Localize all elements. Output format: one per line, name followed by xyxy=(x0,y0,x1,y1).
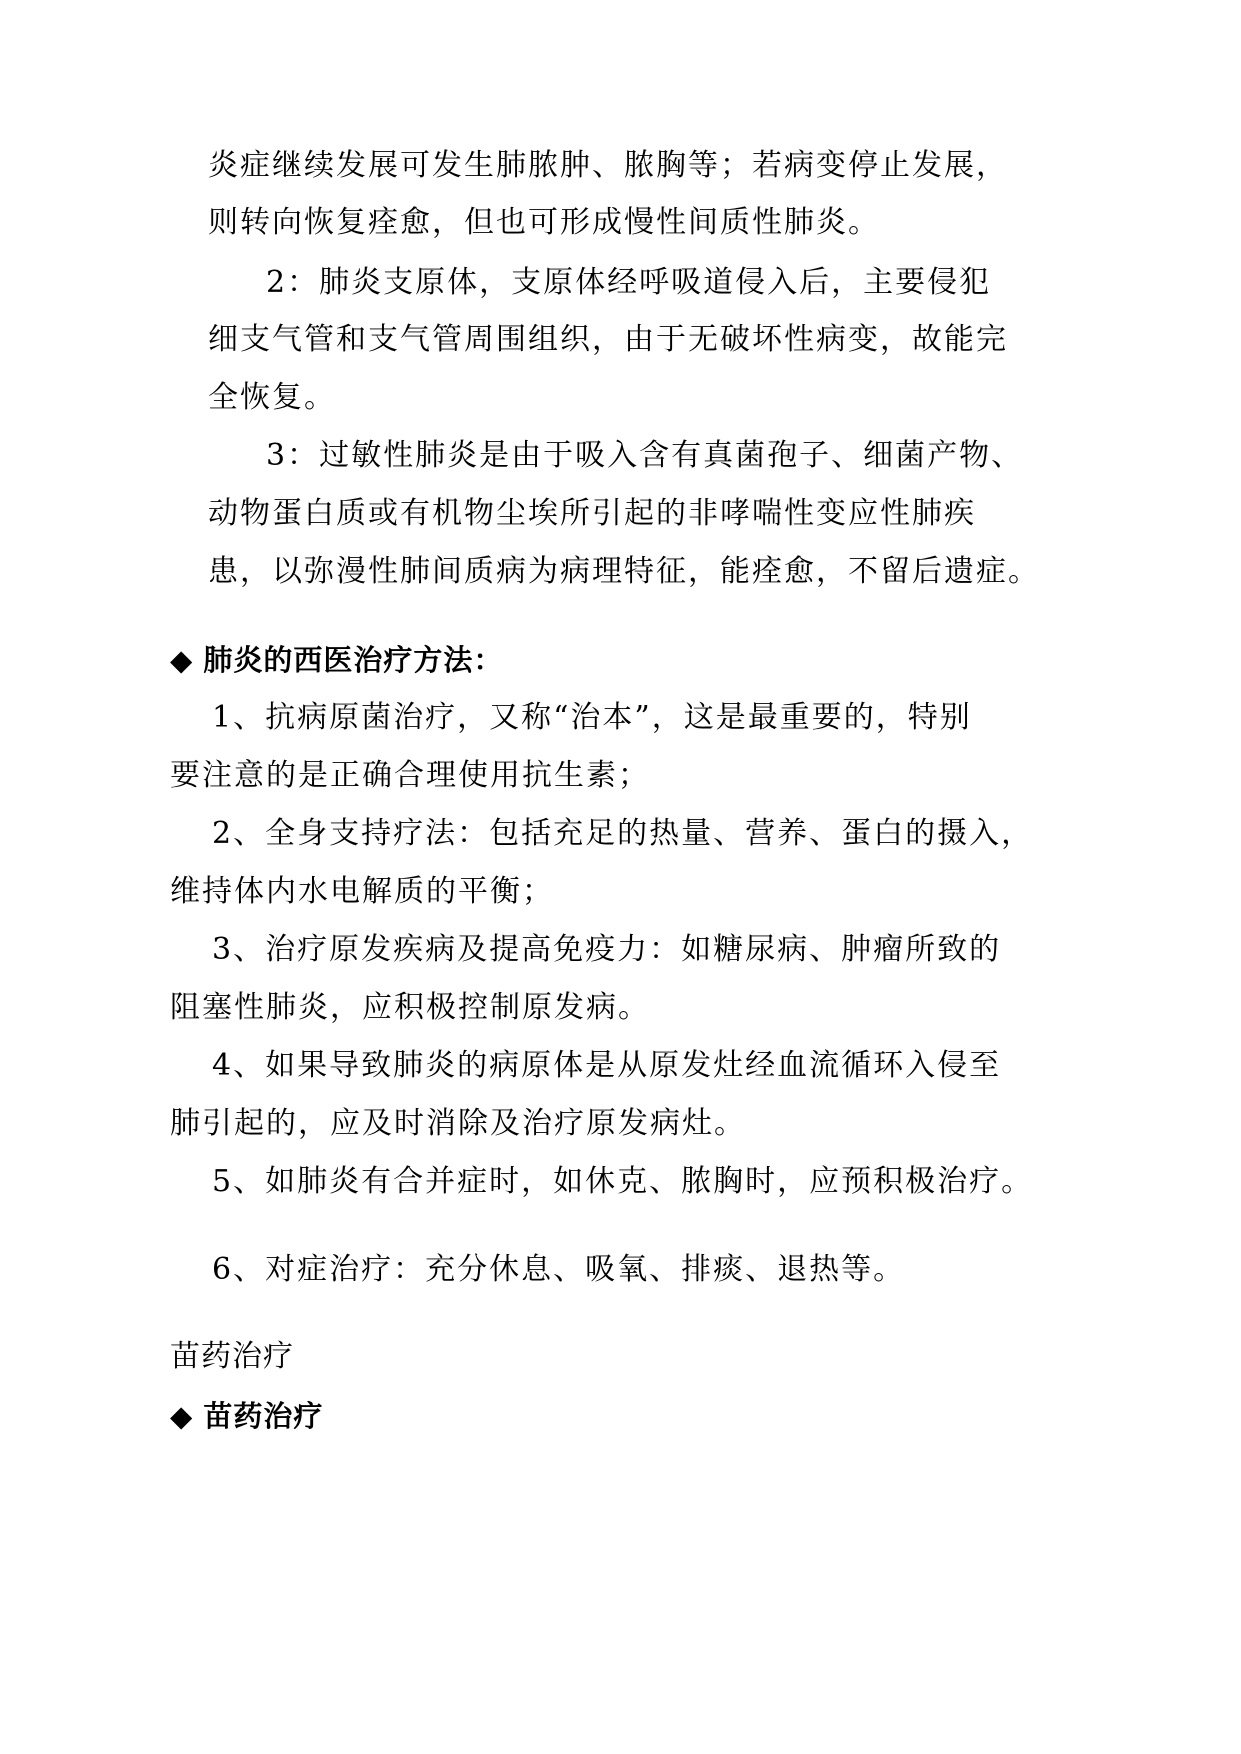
section-heading-miao xyxy=(170,1396,323,1436)
list-item-line: 6、对症治疗：充分休息、吸氧、排痰、退热等。 xyxy=(212,1252,906,1287)
paragraph-line: 患，以弥漫性肺间质病为病理特征，能痊愈，不留后遗症。 xyxy=(208,554,1040,589)
list-item-line: 2、全身支持疗法：包括充足的热量、营养、蛋白的摄入， xyxy=(212,816,1034,851)
list-item-line: 阻塞性肺炎，应积极控制原发病。 xyxy=(170,990,650,1025)
diamond-bullet-icon: ◆ xyxy=(170,643,194,677)
paragraph-line: 2：肺炎支原体，支原体经呼吸道侵入后，主要侵犯 xyxy=(266,265,992,300)
plain-heading-miao: 苗药治疗 xyxy=(170,1339,294,1374)
list-item-line: 1、抗病原菌治疗，又称“治本”，这是最重要的，特别 xyxy=(212,700,972,735)
paragraph-line: 全恢复。 xyxy=(208,380,336,415)
paragraph-line: 细支气管和支气管周围组织，由于无破坏性病变，故能完 xyxy=(208,322,1008,357)
paragraph-line: 3：过敏性肺炎是由于吸入含有真菌孢子、细菌产物、 xyxy=(266,438,1024,473)
list-item-line: 4、如果导致肺炎的病原体是从原发灶经血流循环入侵至 xyxy=(212,1048,1002,1083)
list-item-line: 维持体内水电解质的平衡； xyxy=(170,874,554,909)
list-item-line: 肺引起的，应及时消除及治疗原发病灶。 xyxy=(170,1106,746,1141)
section-heading-text: 肺炎的西医治疗方法： xyxy=(203,643,504,677)
list-item-line: 5、如肺炎有合并症时，如休克、脓胸时，应预积极治疗。 xyxy=(212,1164,1034,1199)
paragraph-line: 动物蛋白质或有机物尘埃所引起的非哮喘性变应性肺疾 xyxy=(208,496,976,531)
paragraph-line: 则转向恢复痊愈，但也可形成慢性间质性肺炎。 xyxy=(208,205,880,240)
list-item-line: 要注意的是正确合理使用抗生素； xyxy=(170,758,650,793)
paragraph-line: 炎症继续发展可发生肺脓肿、脓胸等；若病变停止发展， xyxy=(208,148,1008,183)
section-heading-text: 苗药治疗 xyxy=(203,1399,324,1433)
list-item-line: 3、治疗原发疾病及提高免疫力：如糖尿病、肿瘤所致的 xyxy=(212,932,1002,967)
section-heading-western xyxy=(170,640,503,680)
diamond-bullet-icon: ◆ xyxy=(170,1399,194,1433)
